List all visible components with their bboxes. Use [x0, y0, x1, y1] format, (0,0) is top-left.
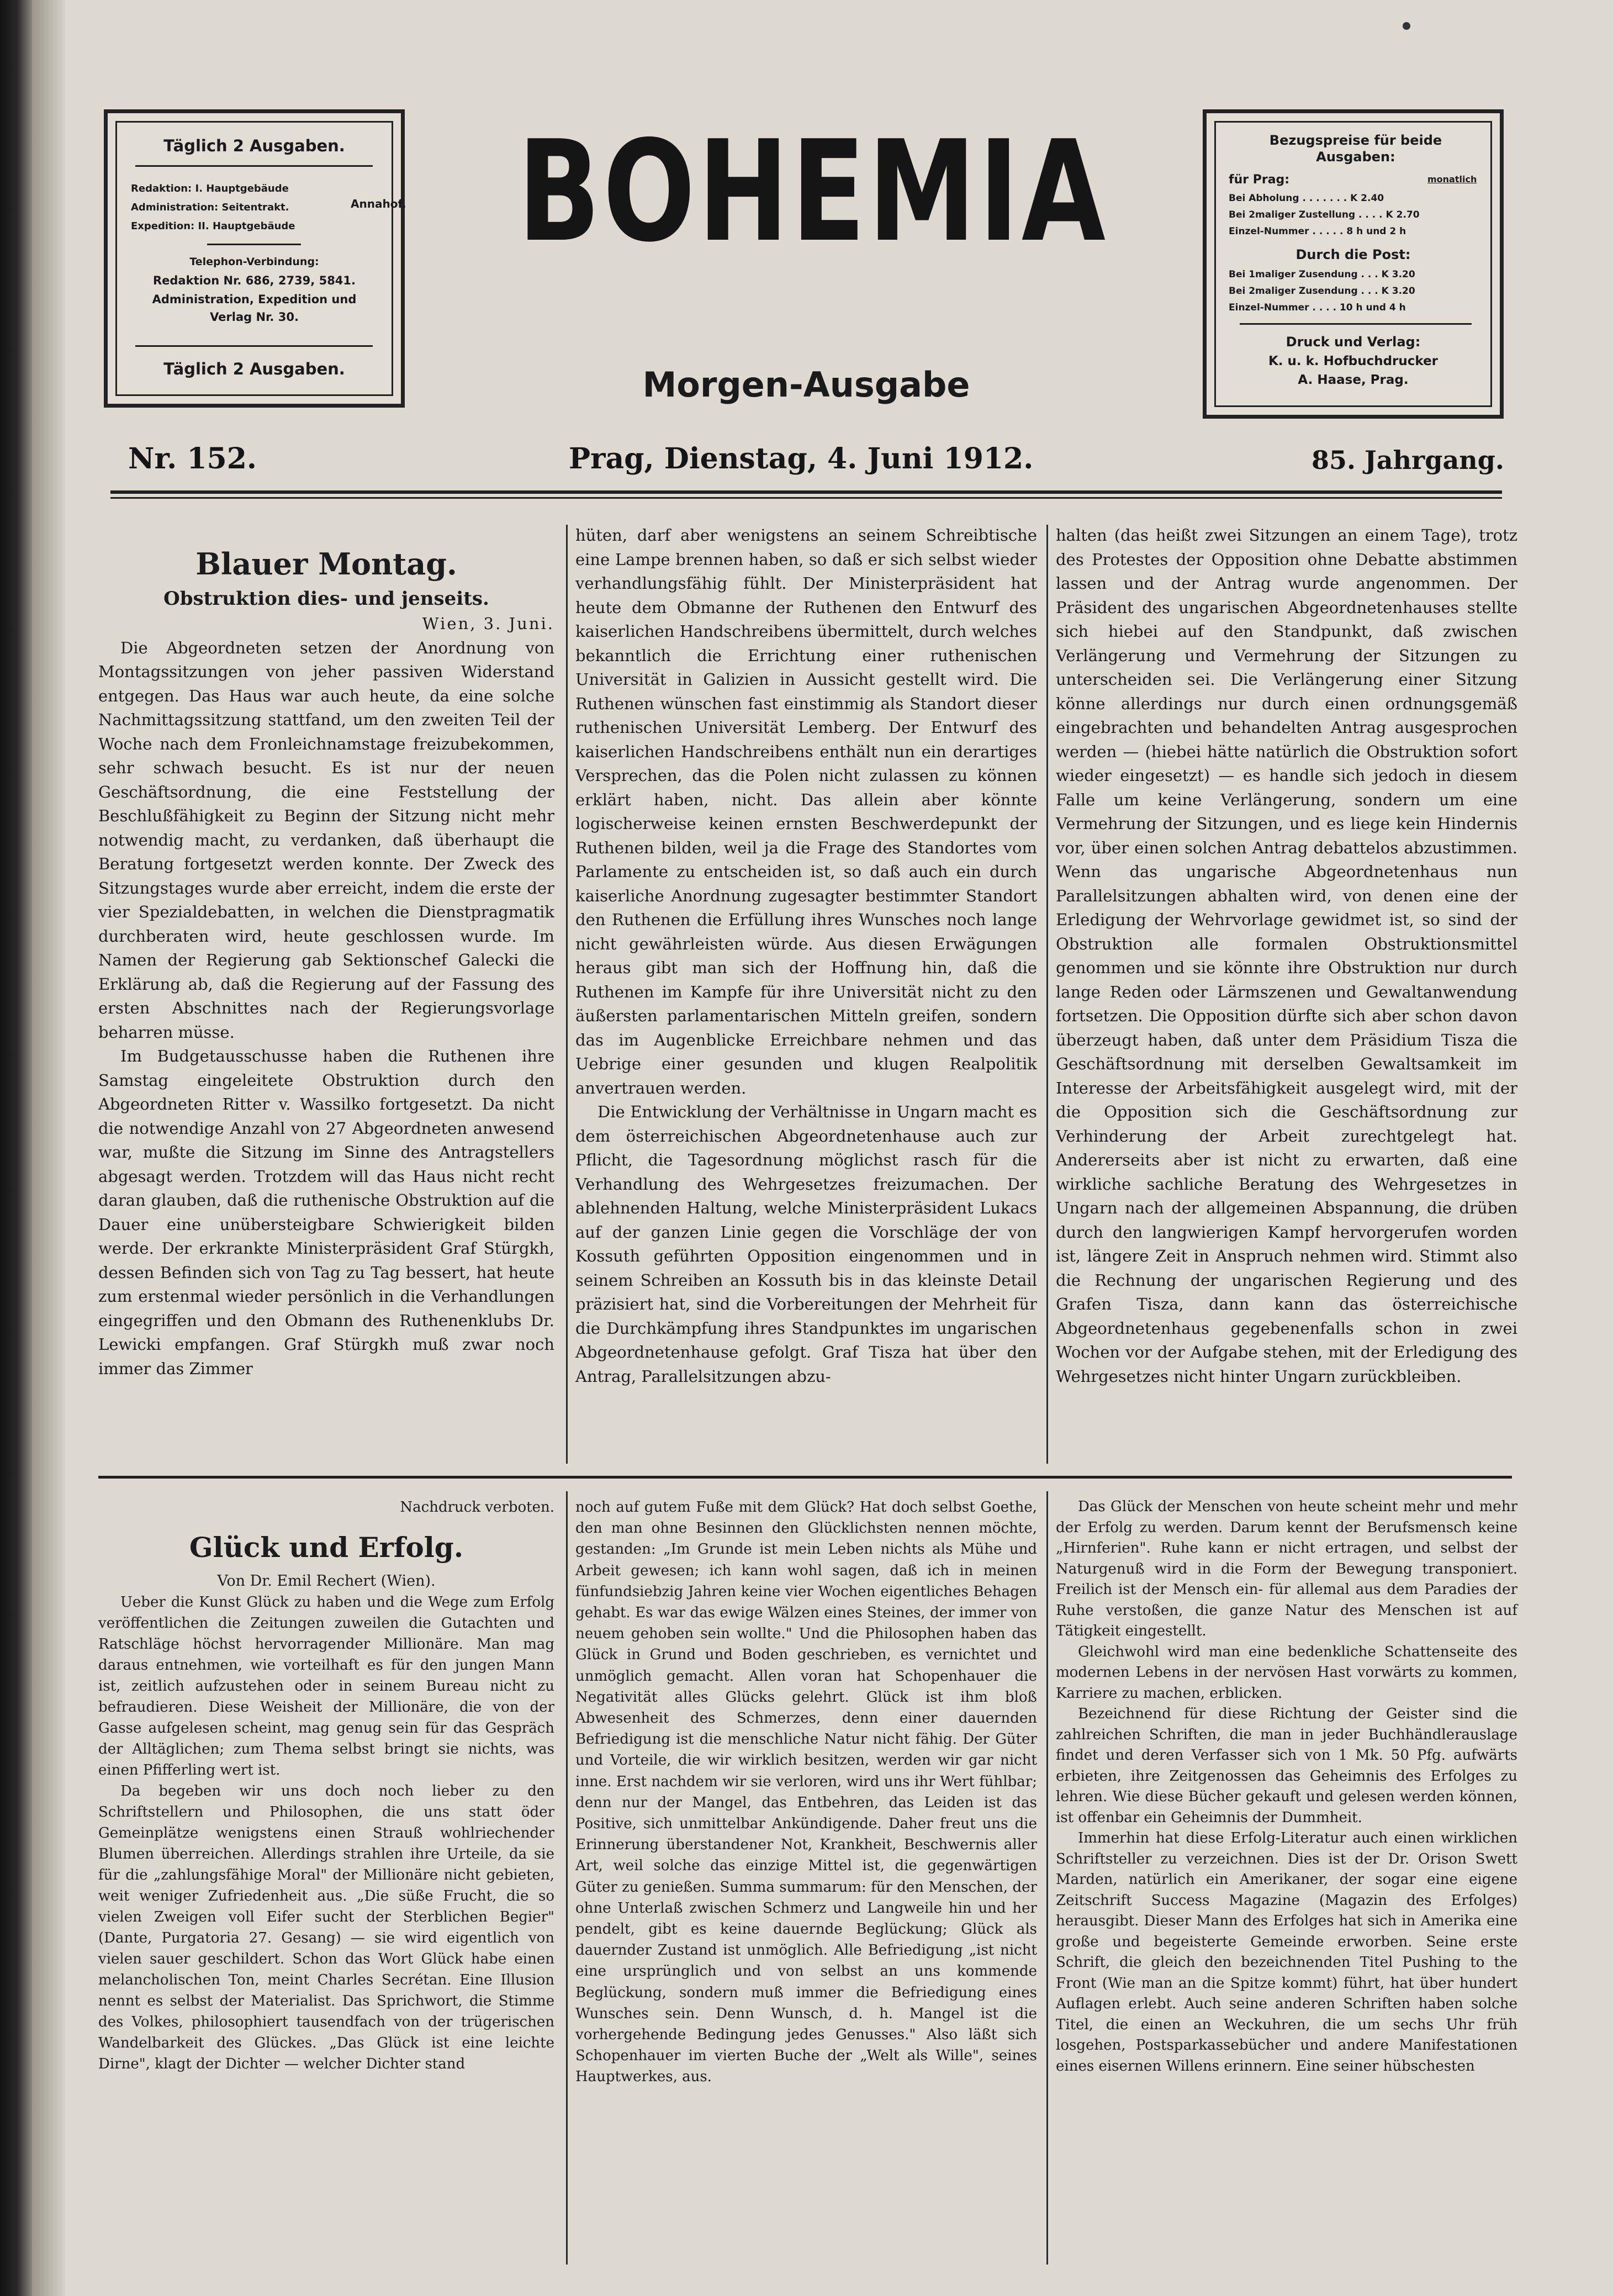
left-box-expedition: Expedition: II. Hauptgebäude — [131, 220, 295, 232]
price-box-post-row-2: Bei 2maliger Zusendung . . . K 3.20 — [1229, 286, 1415, 297]
article2-byline: Von Dr. Emil Rechert (Wien). — [217, 1572, 436, 1590]
price-box-post-label: Durch die Post: — [1295, 247, 1411, 262]
article2-column-1 — [98, 1497, 554, 2075]
printer-place: A. Haase, Prag. — [1298, 373, 1409, 387]
article1-paragraph: Die Abgeordneten setzen der Anordnung von Montagssitzungen von jeher passiven Widerstand entgegen. Das Haus war auch heute, da eine solche Nachmittagssitzung stattfand, um den zweiten Teil der Woche nach dem Fronleichnamstage freizubekommen, sehr schwach besucht. Es ist nur der neuen Geschäftsordnung, die eine Feststellung der Beschlußfähigkeit zu Beginn der Sitzung nicht mehr notwendig macht, zu verdanken, daß überhaupt die Beratung fortgesetzt werden konnte. Der Zweck des Sitzungstages wurde aber erreicht, indem die erste der vier Spezialdebatten, in welchen die Dienstpragmatik durchberaten wird, heute geschlossen wurde. Im Namen der Regierung gab Sektionschef Galecki die Erklärung ab, daß die Regierung auf der Fassung des ersten Abschnittes nach der Regierungsvorlage beharren müsse. — [98, 638, 554, 1042]
column-divider-2 — [1046, 525, 1048, 1464]
article1-title: Blauer Montag. — [195, 546, 457, 582]
left-box-bottom-line: Täglich 2 Ausgaben. — [163, 360, 345, 378]
article2-column-3 — [1056, 1497, 1517, 2077]
article2-paragraph: Ueber die Kunst Glück zu haben und die Wege zum Erfolg veröffentlichen die Zeitungen zuweilen die Gutachten und Ratschläge höchst hervorragender Millionäre. Man mag daraus entnehmen, wie vorteilhaft es für den jungen Mann ist, zeitlich aufzustehen oder in seinem Bureau nicht zu befraudieren. Diese Weisheit der Millionäre, die von der Gasse aufgelesen scheint, mag genug sein für das Gespräch der Alltäglichen; zum Thema selbst bringt sie nichts, was einen Pfifferling wert ist. — [98, 1594, 554, 1778]
article1-place-date: Wien, 3. Juni. — [422, 614, 554, 633]
price-box-post-row-3: Einzel-Nummer . . . . 10 h und 4 h — [1229, 302, 1406, 313]
left-box-telephon-redaktion: Redaktion Nr. 686, 2739, 5841. — [152, 274, 356, 287]
article1-paragraph: hüten, darf aber wenigstens an seinem Schreibtische eine Lampe brennen haben, so daß er sich selbst wieder verhandlungsfähig fühlt. Der Ministerpräsident hat heute dem Obmanne der Ruthenen den Entwurf des kaiserlichen Handschreibens übermittelt, durch welches bekanntlich die Errichtung einer ruthenischen Universität in Galizien in Aussicht gestellt wird. Die Ruthenen wünschen fast einstimmig als Standort dieser ruthenischen Universität Lemberg. Der Entwurf des kaiserlichen Handschreibens enthält nun ein derartiges Versprechen, das die Polen nicht zulassen zu können erklärt haben, nicht. Das allein aber könnte logischerweise keinen ernsten Beschwerdepunkt der Ruthenen bilden, weil ja die Frage des Standortes vom Parlamente zu entscheiden ist, so daß auch ein durch kaiserliche Anordnung zugesagter bestimmter Standort den Ruthenen die Erfüllung ihres Wunsches noch lange nicht gewährleisten würde. Aus diesen Erwägungen heraus gibt man sich der Hoffnung hin, daß die Ruthenen im Kampfe für ihre Universität nicht zu den äußersten parlamentarischen Mitteln greifen, sondern das im Augenblicke Erreichbare nehmen und das Uebrige einer gesunden und klugen Realpolitik anvertrauen werden. — [575, 526, 1037, 1097]
article1-column-1 — [98, 541, 554, 1381]
price-box-divider — [1240, 323, 1472, 325]
printer-label: Druck und Verlag: — [1286, 334, 1421, 350]
article2-paragraph: Da begeben wir uns doch noch lieber zu den Schriftstellern und Philosophen, die uns statt öder Gemeinplätze wenigstens einen Strauß wohlriechender Blumen überreichen. Allerdings strahlen ihre Urteile, da sie für die „zahlungsfähige Moral" der Millionäre nicht gebieten, weit weniger Zufriedenheit aus. „Die süße Frucht, die so vielen Zweigen voll Eifer sucht der Sterblichen Begier" (Dante, Purgatoria 27. Gesang) — sie wird eigentlich von vielen sauer geschildert. Schon das Wort Glück habe einen melancholischen Ton, meint Charles Secrétan. Eine Illusion nennt es selbst der Materialist. Das Sprichwort, die Stimme des Volkes, philosophiert tausendfach von der trügerischen Wandelbarkeit des Glückes. „Das Glück ist eine leichte Dirne", klagt der Dichter — welcher Dichter stand — [98, 1783, 554, 2072]
price-box-prag-label: für Prag: — [1229, 173, 1290, 187]
left-box-administration: Administration: Seitentrakt. — [131, 202, 289, 213]
section-separator — [98, 1476, 1512, 1479]
article2-column-2 — [575, 1497, 1037, 2088]
article2-paragraph: Immerhin hat diese Erfolg-Literatur auch einen wirklichen Schriftsteller zu verzeichnen. Dies ist der Dr. Orison Swett Marden, natürlich ein Amerikaner, der sogar eine eigene Zeitschrift Success Magazine (Magazin des Erfolges) herausgibt. Dieser Mann des Erfolges hat sich in Amerika eine große und begeisterte Gemeinde erworben. Seine erste Schrift, die gleich den bezeichnenden Titel Pushing to the Front (Wie man an die Spitze kommt) führt, hat über hundert Auflagen erlebt. Auch seine anderen Schriften haben solche Titel, die einen an Weckuhren, die um sechs Uhr früh losgehen, Postsparkassebücher und andere Manifestationen eines eisernen Willens erinnern. Eine seiner hübschesten — [1056, 1830, 1517, 2075]
price-box-title: Bezugspreise für beide Ausgaben: — [1269, 133, 1442, 165]
price-box-prag-row-1: Bei Abholung . . . . . . . K 2.40 — [1229, 193, 1384, 204]
left-box-divider-3 — [135, 345, 373, 347]
article1-subtitle: Obstruktion dies- und jenseits. — [163, 588, 489, 610]
issue-date: Prag, Dienstag, 4. Juni 1912. — [569, 442, 1034, 476]
dateline-rule-bottom — [110, 497, 1502, 499]
newspaper-title: BOHEMIA — [517, 111, 1108, 273]
left-box-divider — [135, 165, 373, 167]
dateline-rule-top — [110, 490, 1502, 494]
article1-column-3 — [1056, 524, 1517, 1389]
page-curl-shadow — [32, 0, 65, 2296]
price-box-prag-row-2: Bei 2maliger Zustellung . . . . K 2.70 — [1229, 209, 1420, 220]
column-divider-1 — [566, 525, 568, 1464]
price-box-monthly-header: monatlich — [1427, 174, 1477, 184]
reprint-note: Nachdruck verboten. — [400, 1499, 554, 1516]
article1-paragraph: Im Budgetausschusse haben die Ruthenen ihre Samstag eingeleitete Obstruktion durch den Abgeordneten Ritter v. Wassilko fortgesetzt. Da nicht die notwendige Anzahl von 27 Abgeordneten anwesend war, mußte die Sitzung im Sinne des Antragstellers abgesagt werden. Trotzdem will das Haus nicht recht daran glauben, daß die ruthenische Obstruktion auf die Dauer eine unübersteigbare Schwierigkeit bilden werde. Der erkrankte Ministerpräsident Graf Stürgkh, dessen Befinden sich von Tag zu Tag bessert, hat heute zum erstenmal wieder persönlich in die Verhandlungen eingegriffen und den Obmann des Ruthenenklubs Dr. Lewicki empfangen. Graf Stürgkh muß zwar noch immer das Zimmer — [98, 1047, 554, 1378]
article2-paragraph: Bezeichnend für diese Richtung der Geister sind die zahlreichen Schriften, die man in jeder Buchhändlerauslage findet und deren Verfasser sich von 1 Mk. 50 Pfg. aufwärts erbieten, ihre Zeitgenossen das Geheimnis des Erfolges zu lehren. Wie diese Bücher gekauft und gelesen werden können, ist offenbar ein Geheimnis der Dummheit. — [1056, 1706, 1517, 1826]
price-box-post-row-1: Bei 1maliger Zusendung . . . K 3.20 — [1229, 269, 1415, 280]
left-box-telephon-admin: Administration, Expedition und — [152, 293, 357, 306]
book-gutter — [0, 0, 32, 2296]
price-box-prag-row-3: Einzel-Nummer . . . . . 8 h und 2 h — [1229, 226, 1406, 237]
article1-column-2 — [575, 524, 1037, 1389]
price-box — [1203, 109, 1504, 419]
left-box-divider-2 — [207, 244, 301, 245]
article2-title: Glück und Erfolg. — [189, 1531, 464, 1564]
column-divider-4 — [1046, 1491, 1048, 2265]
left-box-annahof: Annahof. — [351, 197, 406, 210]
issue-number: Nr. 152. — [128, 442, 257, 476]
left-box-top-line: Täglich 2 Ausgaben. — [163, 136, 345, 155]
article2-paragraph: Gleichwohl wird man eine bedenkliche Schattenseite des modernen Lebens in der nervösen Hast vorwärts zu kommen, Karriere zu machen, erblicken. — [1056, 1643, 1517, 1702]
issue-year: 85. Jahrgang. — [1311, 445, 1504, 475]
printer-name: K. u. k. Hofbuchdrucker — [1268, 354, 1439, 368]
article2-paragraph: Das Glück der Menschen von heute scheint mehr und mehr der Erfolg zu werden. Darum kennt der Berufsmensch keine „Hirnferien". Ruhe kann er nicht ertragen, und selbst der Naturgenuß wird in die Form der Bewegung transponiert. Freilich ist der Mensch ein- für allemal aus dem Paradies der Ruhe verstoßen, die ganze Natur des Menschen ist auf Tätigkeit eingestellt. — [1056, 1498, 1517, 1639]
article2-paragraph: noch auf gutem Fuße mit dem Glück? Hat doch selbst Goethe, den man ohne Besinnen den Glücklichsten nennen möchte, gestanden: „Im Grunde ist mein Leben nichts als Mühe und Arbeit gewesen; ich kann wohl sagen, daß ich in meinen fünfundsiebzig Jahren keine vier Wochen eigentliches Behagen gehabt. Es war das ewige Wälzen eines Steines, der immer von neuem gehoben sein wollte." Und die Philosophen haben das Glück in Grund und Boden geschrieben, es vernichtet und unmöglich gemacht. Allen voran hat Schopenhauer die Negativität alles Glücks gelehrt. Glück ist ihm bloß Abwesenheit des Schmerzes, denn einer dauernden Befriedigung ist die menschliche Natur nicht fähig. Der Güter und Vorteile, die wir wirklich besitzen, werden wir gar nicht inne. Erst nachdem wir sie verloren, wird uns ihr Wert fühlbar; denn nur der Mangel, das Entbehren, das Leiden ist das Positive, sich unmittelbar Ankündigende. Daher freut uns die Erinnerung überstandener Not, Krankheit, Beschwernis aller Art, weil solche das einzige Mittel ist, die gegenwärtigen Güter zu genießen. Summa summarum: für den Menschen, der ohne Unterlaß zwischen Schmerz und Langweile hin und her pendelt, gibt es keine dauernde Beglückung; Glück als dauernder Zustand ist unmöglich. Alle Befriedigung „ist nicht eine ursprünglich und von selbst an uns kommende Beglückung, sondern muß immer die Befriedigung eines Wunsches sein. Denn Wunsch, d. h. Mangel ist die vorhergehende Bedingung jedes Genusses." Also läßt sich Schopenhauer im vierten Buche der „Welt als Wille", seines Hauptwerkes, aus. — [575, 1499, 1037, 2086]
column-divider-3 — [566, 1491, 568, 2265]
article1-paragraph: Die Entwicklung der Verhältnisse in Ungarn macht es dem österreichischen Abgeordnetenhause auch zur Pflicht, die Tagesordnung möglichst rasch für die Verhandlung des Wehrgesetzes freizumachen. Der ablehnenden Haltung, welche Ministerpräsident Lukacs auf der ganzen Linie gegen die Vorschläge der von Kossuth geführten Opposition eingenommen und in seinem Schreiben an Kossuth bis in das kleinste Detail präzisiert hat, sind die Vorbereitungen der Mehrheit für die Durchkämpfung ihres Standpunktes im ungarischen Abgeordnetenhause gefolgt. Graf Tisza hat über den Antrag, Parallelsitzungen abzu- — [575, 1102, 1037, 1386]
ink-spot — [1403, 22, 1410, 30]
left-info-box — [104, 109, 405, 408]
left-box-redaktion: Redaktion: I. Hauptgebäude — [131, 183, 289, 194]
edition-label: Morgen-Ausgabe — [642, 365, 970, 405]
left-box-telephon-title: Telephon-Verbindung: — [189, 256, 319, 268]
article1-paragraph: halten (das heißt zwei Sitzungen an einem Tage), trotz des Protestes der Opposition ohne Debatte abstimmen lassen und der Antrag wurde angenommen. Der Präsident des ungarischen Abgeordnetenhauses stellte sich hiebei auf den Standpunkt, daß zwischen Verlängerung und Vermehrung der Sitzungen zu unterscheiden sei. Die Verlängerung einer Sitzung könne allerdings nur durch einen ordnungsgemäß eingebrachten und behandelten Antrag ausgesprochen werden — (hiebei hätte natürlich die Obstruktion sofort wieder eingesetzt) — es handle sich jedoch in diesem Falle um keine Verlängerung, sondern um eine Vermehrung der Sitzungen, und es liege kein Hindernis vor, über einen solchen Antrag debattelos abzustimmen. Wenn das ungarische Abgeordnetenhaus nun Parallelsitzungen abhalten wird, von denen eine der Erledigung der Wehrvorlage gewidmet ist, so sind der Obstruktion alle formalen Obstruktionsmittel genommen und sie könnte ihre Obstruktion nur durch lange Reden oder Lärmszenen und Gewaltanwendung fortsetzen. Die Opposition dürfte sich aber schon davon überzeugt haben, daß unter dem Präsidium Tisza die Geschäftsordnung mit derselben Gewaltsamkeit im Interesse der Arbeitsfähigkeit ausgelegt wird, mit der die Opposition sich die Geschäftsordnung zur Verhinderung der Arbeit zurechtgelegt hat. Andererseits aber ist nicht zu erwarten, daß eine wirkliche sachliche Beratung des Wehrgesetzes in Ungarn nach der allgemeinen Abspannung, die drüben durch den langwierigen Kampf hervorgerufen worden ist, längere Zeit in Anspruch nehmen wird. Stimmt also die Rechnung der ungarischen Regierung und des Grafen Tisza, dann kann das österreichische Abgeordnetenhaus gegebenenfalls schon in zwei Wochen vor der Aufgabe stehen, mit der Erledigung des Wehrgesetzes nicht hinter Ungarn zurückbleiben. — [1056, 526, 1517, 1386]
left-box-telephon-verlag: Verlag Nr. 30. — [210, 310, 299, 324]
